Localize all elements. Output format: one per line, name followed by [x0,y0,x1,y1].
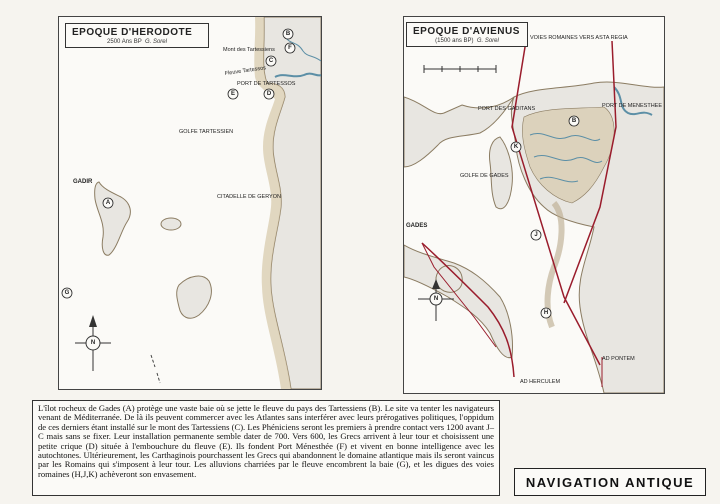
port-menesthee-label: PORT DE MENESTHEE [602,103,663,109]
herodotus-era-map [58,16,322,390]
svg-text:F: F [288,45,292,51]
herodotus-title: EPOQUE D'HERODOTE [72,27,193,38]
svg-text:N: N [90,340,96,346]
svg-text:D: D [266,91,272,97]
marker-d [264,89,274,99]
port-label: PORT DE TARTESSOS [237,81,296,87]
voies-label: VOIES ROMAINES VERS ASTA REGIA [530,35,628,41]
footer-title: NAVIGATION ANTIQUE [514,468,706,496]
compass-rose-icon [75,315,111,371]
port-gaditans-label: PORT DES GADITANS [478,106,536,112]
marker-c [266,56,276,66]
marker-a [103,198,113,208]
svg-text:G: G [64,290,70,296]
caption-text: L'îlot rocheux de Gades (A) protège une vaste baie où se jette le fleuve du pays des Tartessiens (B). Le site va tenter les navigateurs venant de Méditerranée. De là ils peuvent commercer avec les Atlantes sans interférer avec leurs prérogatives politiques, l'oppidum de ces derniers étant installé sur le mont des Tartessiens (C). Les Phéniciens seront les premiers à prendre contact vers 1200 avant J–C mais sans se fixer. Leur installation permanente semble dater de 700. Vers 600, les Grecs arrivent à leur tour et choisissent une petite crique (D) située à l'embouchure du fleuve (E). Ils fondent Port Ménesthée (F) et vivent en bonne intelligence avec les autochtones. Ultérieurement, les Carthaginois pourchassent les Grecs qui abandonnent le domaine atlantique mais ils seront vaincus par les Romains qui s'imposent à leur tour. Les alluvions charriées par le fleuve encombrent la baie (G), et les digues des voies romaines (H,J,K) achèveront son envasement. [32,400,500,496]
marker-f [285,43,295,53]
marker-j [531,230,541,240]
avienus-era-map [403,16,665,394]
small-island [161,218,181,230]
svg-text:E: E [230,91,236,97]
fleuve-label: Fleuve Tartessos [224,65,267,77]
svg-text:C: C [268,58,274,64]
marker-g [62,288,72,298]
svg-text:B: B [285,31,291,37]
central-island [177,276,212,318]
svg-text:J: J [534,232,538,238]
marker-h [541,308,551,318]
ad-herculem-label: AD HERCULEM [520,379,561,385]
svg-text:A: A [105,200,111,206]
gadir-label: GADIR [73,179,93,185]
svg-text:B: B [571,118,577,124]
avienus-title-box [406,22,528,47]
marker-b [569,116,579,126]
avienus-subtitle: (1500 ans BP) G. Sorel [435,38,499,44]
scale-bar [424,65,496,73]
citadelle-label: CITADELLE DE GERYON [217,194,281,200]
herodotus-subtitle: 2500 Ans BP G. Sorel [107,39,167,45]
marker-e [228,89,238,99]
golfe-gades-label: GOLFE DE GADES [460,173,509,179]
herodotus-title-box [65,23,209,48]
avienus-map-drawing [404,17,664,393]
svg-text:K: K [513,144,519,150]
marker-k [511,142,521,152]
ad-pontem-label: AD PONTEM [602,356,635,362]
mont-label: Mont des Tartessiens [223,47,275,53]
avienus-title: EPOQUE D'AVIENUS [413,26,520,37]
svg-text:N: N [433,296,439,302]
golfe-label: GOLFE TARTESSIEN [179,129,234,135]
svg-text:H: H [543,310,549,316]
marker-b [283,29,293,39]
herodotus-map-drawing [59,17,321,389]
gades-label: GADES [406,223,428,229]
